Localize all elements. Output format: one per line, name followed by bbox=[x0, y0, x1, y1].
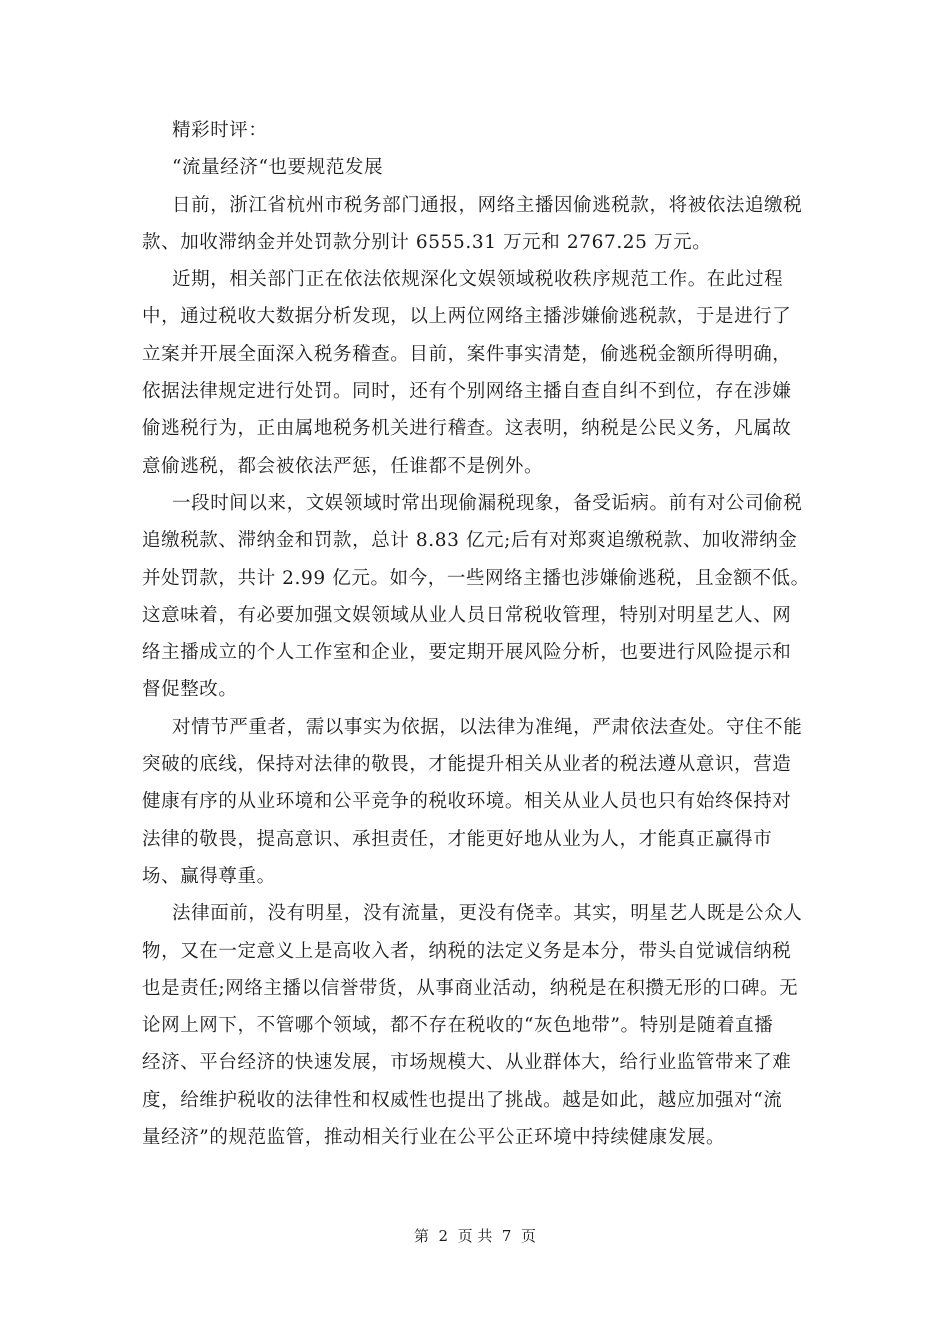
paragraph-line: 论网上网下，不管哪个领域，都不存在税收的“灰色地带”。特别是随着直播 bbox=[142, 1015, 774, 1037]
paragraph-line: 络主播成立的个人工作室和企业，要定期开展风险分析，也要进行风险提示和 bbox=[142, 642, 792, 664]
paragraph-line: 法律面前，没有明星，没有流量，更没有侥幸。其实，明星艺人既是公众人 bbox=[172, 903, 803, 925]
paragraph-2 bbox=[142, 261, 806, 485]
document-body bbox=[142, 112, 810, 1156]
paragraph-line: 依据法律规定进行处罚。同时，还有个别网络主播自查自纠不到位，存在涉嫌 bbox=[142, 381, 792, 403]
paragraph-3 bbox=[142, 485, 810, 709]
paragraph-4 bbox=[142, 709, 806, 895]
paragraph-line: 也是责任;网络主播以信誉带货，从事商业活动，纳税是在积攒无形的口碑。无 bbox=[142, 977, 799, 999]
page-number-footer: 第 2 页 共 7 页 bbox=[414, 1227, 536, 1245]
paragraph-line: 日前，浙江省杭州市税务部门通报，网络主播因偷逃税款，将被依法追缴税 bbox=[172, 194, 803, 216]
paragraph-line: 度，给维护税收的法律性和权威性也提出了挑战。越是如此，越应加强对“流 bbox=[142, 1089, 783, 1111]
paragraph-1 bbox=[142, 187, 806, 262]
paragraph-line: 场、赢得尊重。 bbox=[142, 865, 276, 887]
paragraph-5 bbox=[142, 895, 806, 1156]
paragraph-line: 健康有序的从业环境和公平竞争的税收环境。相关从业人员也只有始终保持对 bbox=[142, 791, 792, 813]
article-title: “流量经济“也要规范发展 bbox=[172, 157, 384, 179]
paragraph-line: 对情节严重者，需以事实为依据，以法律为准绳，严肃依法查处。守住不能 bbox=[172, 716, 803, 738]
paragraph-line: 经济、平台经济的快速发展，市场规模大、从业群体大，给行业监管带来了难 bbox=[142, 1052, 792, 1074]
paragraph-line: 量经济”的规范监管，推动相关行业在公平公正环境中持续健康发展。 bbox=[142, 1127, 726, 1149]
paragraph-line: 这意味着，有必要加强文娱领域从业人员日常税收管理，特别对明星艺人、网 bbox=[142, 604, 792, 626]
paragraph-line: 督促整改。 bbox=[142, 679, 238, 701]
paragraph-line: 款、加收滞纳金并处罚款分别计 6555.31 万元和 2767.25 万元。 bbox=[142, 231, 712, 253]
paragraph-line: 一段时间以来，文娱领域时常出现偷漏税现象，备受诟病。前有对公司偷税 bbox=[172, 492, 803, 514]
paragraph-line: 立案并开展全面深入税务稽查。目前，案件事实清楚，偷逃税金额所得明确， bbox=[142, 343, 792, 365]
paragraph-line: 并处罚款，共计 2.99 亿元。如今，一些网络主播也涉嫌偷逃税，且金额不低。 bbox=[142, 567, 810, 589]
section-label: 精彩时评： bbox=[172, 120, 268, 141]
paragraph-line: 追缴税款、滞纳金和罚款，总计 8.83 亿元;后有对郑爽追缴税款、加收滞纳金 bbox=[142, 530, 798, 552]
paragraph-line: 中，通过税收大数据分析发现，以上两位网络主播涉嫌偷逃税款，于是进行了 bbox=[142, 306, 792, 328]
paragraph-line: 物，又在一定意义上是高收入者，纳税的法定义务是本分，带头自觉诚信纳税 bbox=[142, 940, 792, 962]
paragraph-line: 近期，相关部门正在依法依规深化文娱领域税收秩序规范工作。在此过程 bbox=[172, 269, 784, 291]
paragraph-line: 偷逃税行为，正由属地税务机关进行稽查。这表明，纳税是公民义务，凡属故 bbox=[142, 418, 792, 440]
paragraph-line: 突破的底线，保持对法律的敬畏，才能提升相关从业者的税法遵从意识，营造 bbox=[142, 754, 792, 776]
paragraph-line: 法律的敬畏，提高意识、承担责任，才能更好地从业为人，才能真正赢得市 bbox=[142, 828, 773, 850]
paragraph-line: 意偷逃税，都会被依法严惩，任谁都不是例外。 bbox=[142, 455, 544, 477]
